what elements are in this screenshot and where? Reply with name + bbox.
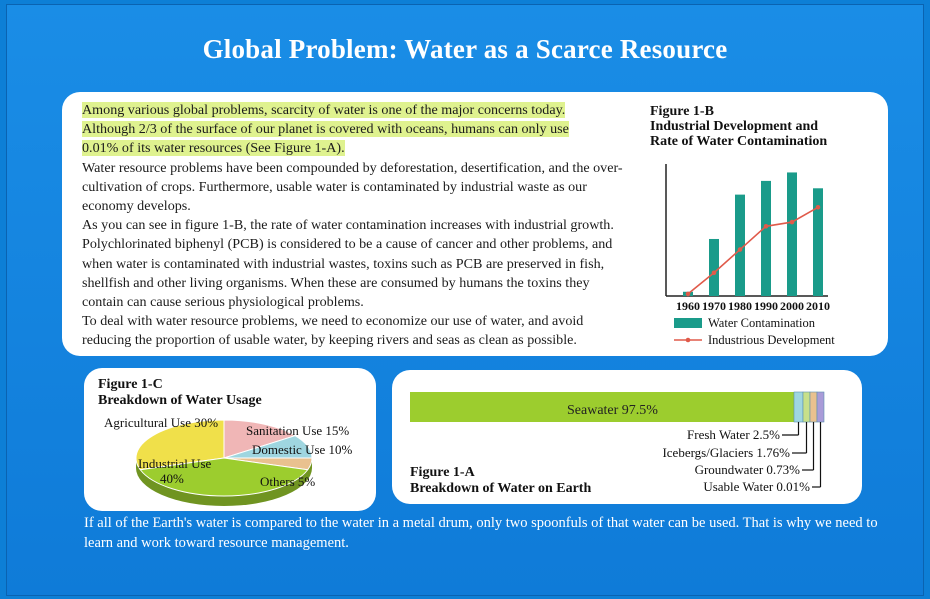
label-industrial-use: Industrial Use xyxy=(138,456,212,471)
legend-swatch-water-contamination xyxy=(674,318,702,328)
x-tick-1970: 1970 xyxy=(702,299,726,313)
highlight-sentence-2: Although 2/3 of the surface of our planet is covered with oceans, humans can only use xyxy=(82,121,569,138)
contamination-bar-1980 xyxy=(735,195,745,296)
figure-1a-title-line1: Figure 1-A xyxy=(410,465,475,480)
contamination-bar-1990 xyxy=(761,181,771,296)
development-point-1960 xyxy=(686,292,691,297)
label-usable-water: Usable Water 0.01% xyxy=(703,479,810,494)
figure-1b-title: Figure 1-B Industrial Development and Rate of Water Contamination xyxy=(650,104,828,149)
contamination-bar-1970 xyxy=(709,239,719,296)
development-point-2010 xyxy=(816,205,821,210)
highlight-sentence-3: 0.01% of its water resources (See Figure 1-A). xyxy=(82,140,345,157)
paragraph-solutions: To deal with water resource problems, we need to economize our use of water, and avoid reducing the proportion of usable water, by keeping rivers and seas as clean as possible. xyxy=(82,313,584,349)
legend-dot-industrious-development xyxy=(686,338,691,343)
x-tick-1960: 1960 xyxy=(676,299,700,313)
figure-1c-chart xyxy=(84,368,384,518)
highlight-sentence-1: Among various global problems, scarcity of water is one of the major concerns today. xyxy=(82,102,566,118)
figure-1a-chart xyxy=(392,370,862,504)
bottom-text: If all of the Earth's water is compared to the water in a metal drum, only two spoonfuls of that water can be used. That is why we need to learn and work toward resource management. xyxy=(84,515,878,551)
figure-1c-title-line2: Breakdown of Water Usage xyxy=(98,393,262,408)
paragraph-problems: Water resource problems have been compounded by deforestation, desertification, and the over-cultivation of crops. Furthermore, usable water is contaminated by industrial waste as our economy develops. xyxy=(82,159,623,215)
contamination-bar-2010 xyxy=(813,188,823,296)
usable-water-segment xyxy=(817,392,824,422)
figure-1b-chart xyxy=(650,158,876,353)
x-tick-1980: 1980 xyxy=(728,299,752,313)
seawater-label: Seawater 97.5% xyxy=(567,403,658,418)
label-industrial-percent: 40% xyxy=(160,471,184,486)
legend-label-industrious-development: Industrious Development xyxy=(708,333,835,347)
icebergs-glaciers-segment xyxy=(803,392,810,422)
contamination-bar-2000 xyxy=(787,172,797,296)
development-point-1980 xyxy=(738,247,743,252)
label-groundwater: Groundwater 0.73% xyxy=(694,462,800,477)
label-sanitation-use: Sanitation Use 15% xyxy=(246,423,350,438)
figure-1c-title-line1: Figure 1-C xyxy=(98,377,163,392)
industrious-development-line xyxy=(688,207,818,294)
paragraph-contamination: As you can see in figure 1-B, the rate of water contamination increases with industrial growth. Polychlorinated biphenyl (PCB) is considered to be a cause of cancer and other problems, and when water is contaminated with industrial wastes, toxins such as PCB are preserved in fish, shellfish and other living organisms. When these are consumed by humans the toxins they contain can cause serious physiological problems. xyxy=(82,217,614,311)
label-domestic-use: Domestic Use 10% xyxy=(252,442,353,457)
label-icebergs-glaciers: Icebergs/Glaciers 1.76% xyxy=(662,445,790,460)
main-text xyxy=(82,101,634,351)
page-title: Global Problem: Water as a Scarce Resource xyxy=(202,34,728,64)
development-point-1970 xyxy=(712,270,717,275)
x-tick-2000: 2000 xyxy=(780,299,804,313)
label-fresh-water: Fresh Water 2.5% xyxy=(687,427,780,442)
label-others: Others 5% xyxy=(260,474,316,489)
figure-1b xyxy=(650,104,876,349)
x-tick-2010: 2010 xyxy=(806,299,830,313)
label-agricultural-use: Agricultural Use 30% xyxy=(104,415,219,430)
development-point-1990 xyxy=(764,224,769,229)
groundwater-segment xyxy=(810,392,817,422)
legend-label-water-contamination: Water Contamination xyxy=(708,316,815,330)
figure-1a-title-line2: Breakdown of Water on Earth xyxy=(410,481,592,496)
development-point-2000 xyxy=(790,220,795,225)
fresh-water-segment xyxy=(794,392,803,422)
x-tick-1990: 1990 xyxy=(754,299,778,313)
